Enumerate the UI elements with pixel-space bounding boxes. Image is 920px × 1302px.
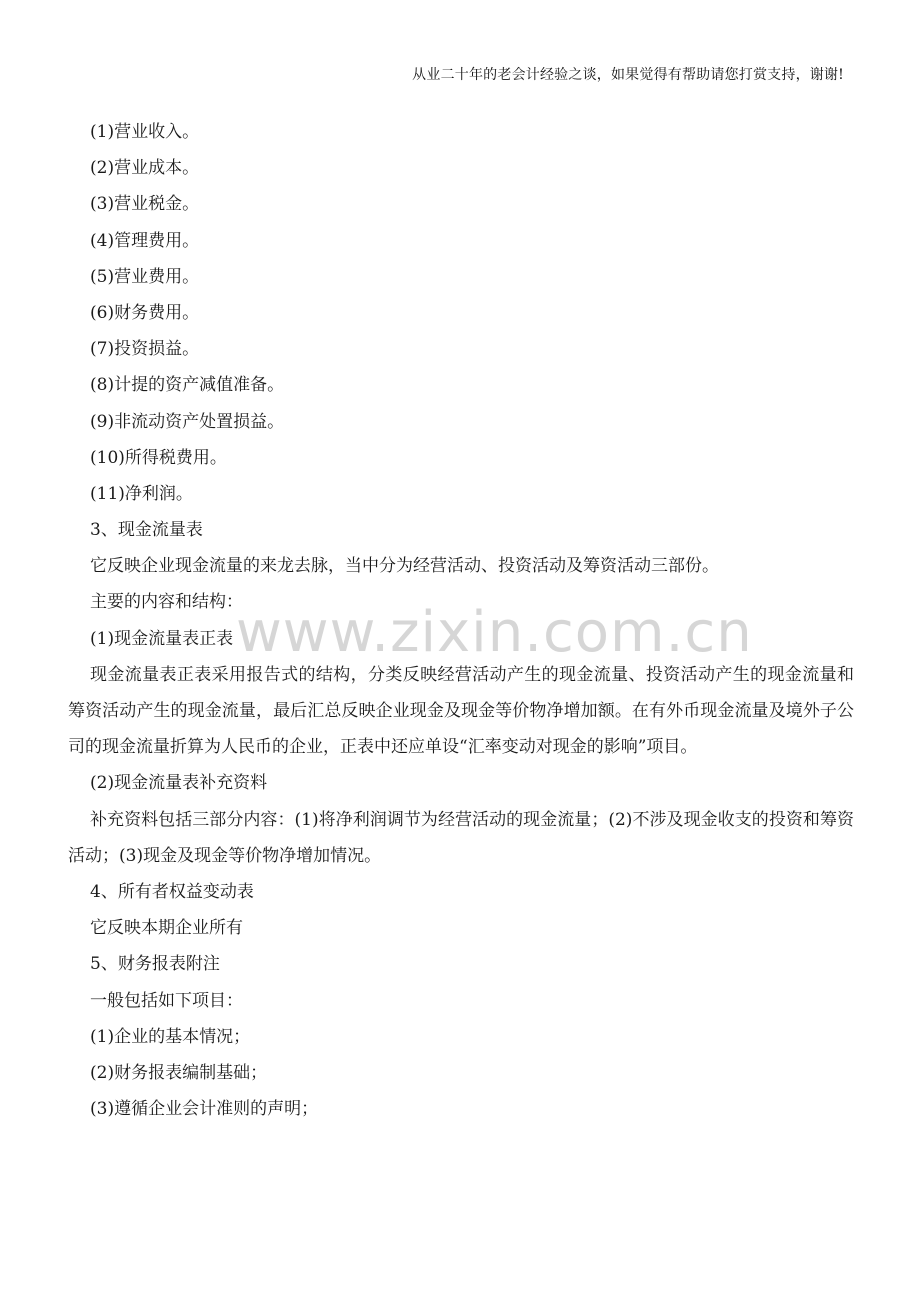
- list-item: (1)营业收入。: [90, 122, 200, 142]
- paragraph: 补充资料包括三部分内容：(1)将净利润调节为经营活动的现金流量；(2)不涉及现金收支的投资和筹资活动；(3)现金及现金等价物净增加情况。: [68, 809, 854, 866]
- list-item: (2)营业成本。: [90, 158, 200, 179]
- list-item: (3)营业税金。: [90, 194, 200, 215]
- list-item: (9)非流动资产处置损益。: [90, 411, 285, 432]
- list-item: (4)管理费用。: [90, 230, 200, 251]
- section-description: 一般包括如下项目：: [90, 990, 243, 1011]
- subsection-heading: (1)现金流量表正表: [90, 628, 234, 649]
- list-item: (10)所得税费用。: [90, 447, 227, 468]
- section-heading: 4、所有者权益变动表: [90, 882, 254, 903]
- header-note: 从业二十年的老会计经验之谈，如果觉得有帮助请您打赏支持，谢谢!: [412, 67, 844, 83]
- section-description: 它反映企业现金流量的来龙去脉，当中分为经营活动、投资活动及筹资活动三部份。: [90, 556, 719, 577]
- list-item: (2)财务报表编制基础；: [90, 1062, 268, 1083]
- list-item: (1)企业的基本情况；: [90, 1026, 251, 1047]
- list-item: (11)净利润。: [90, 483, 193, 504]
- subsection-heading: (2)现金流量表补充资料: [90, 773, 268, 794]
- list-item: (7)投资损益。: [90, 339, 200, 360]
- paragraph: 现金流量表正表采用报告式的结构，分类反映经营活动产生的现金流量、投资活动产生的现金流量和筹资活动产生的现金流量，最后汇总反映企业现金及现金等价物净增加额。在有外币现金流量及境外子公司的现金流量折算为人民币的企业，正表中还应单设“汇率变动对现金的影响”项目。: [68, 664, 854, 758]
- section-heading: 3、现金流量表: [90, 520, 203, 541]
- watermark: www.zixin.com.cn: [236, 600, 753, 665]
- section-heading: 5、财务报表附注: [90, 954, 220, 975]
- document-body: [68, 114, 854, 1127]
- section-subheading: 主要的内容和结构：: [90, 592, 243, 613]
- list-item: (5)营业费用。: [90, 266, 200, 287]
- list-item: (3)遵循企业会计准则的声明；: [90, 1099, 319, 1120]
- list-item: (6)财务费用。: [90, 302, 200, 323]
- section-description: 它反映本期企业所有: [90, 918, 243, 939]
- list-item: (8)计提的资产减值准备。: [90, 375, 285, 396]
